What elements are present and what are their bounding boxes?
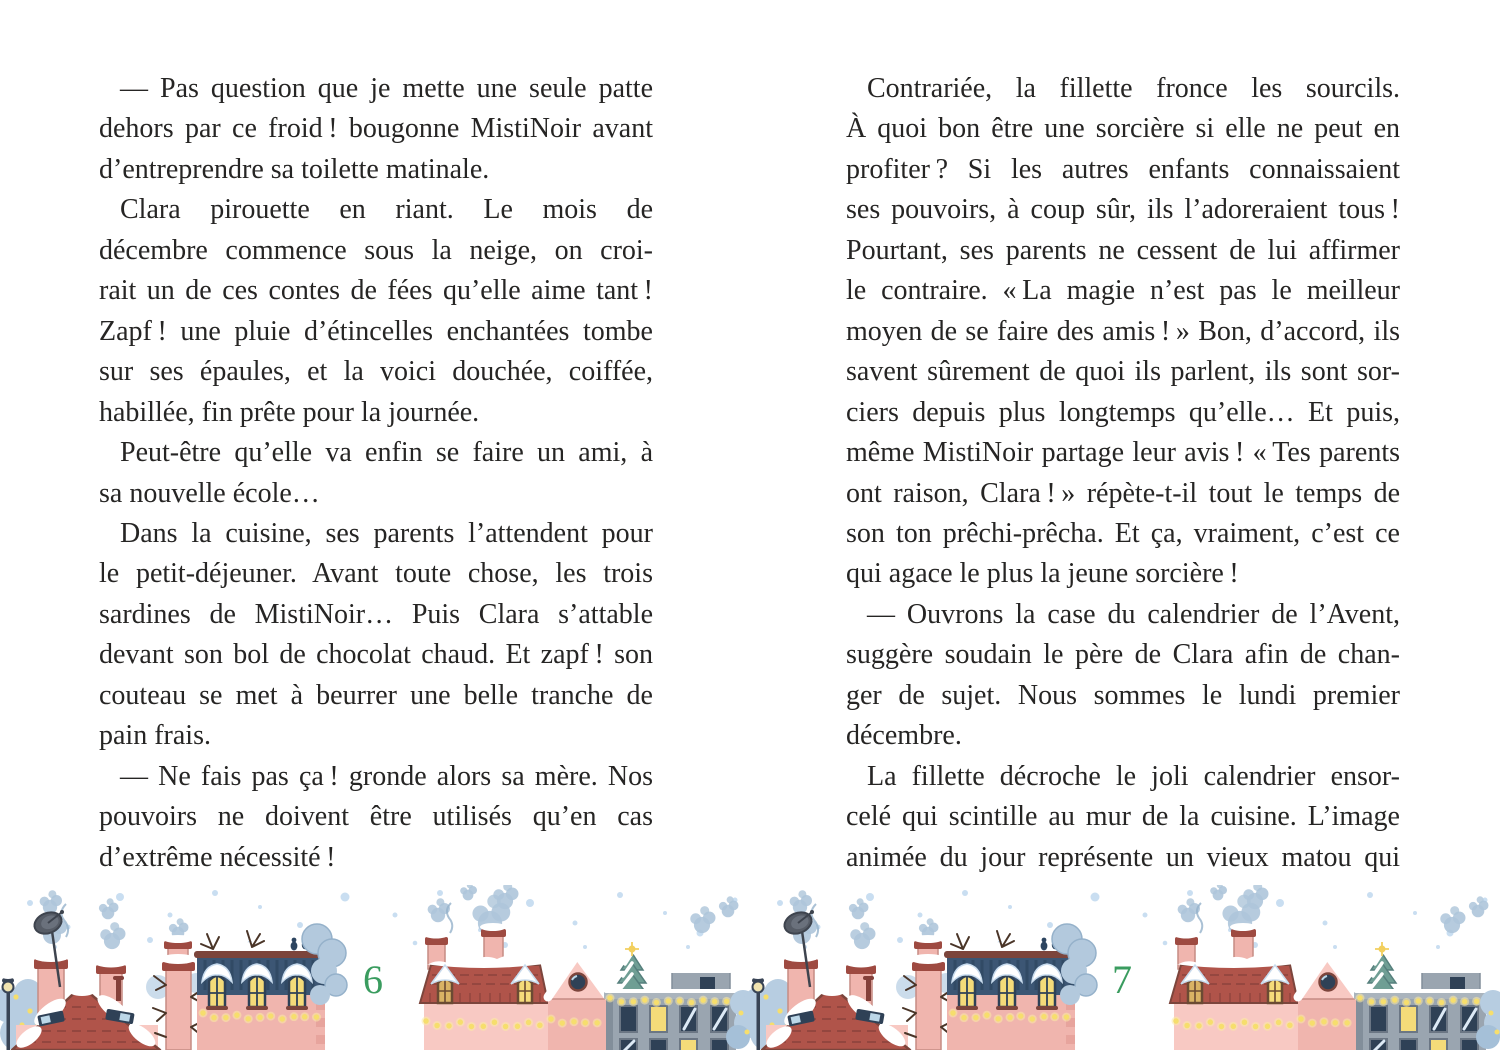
text-line: Contrariée, la fillette fronce les sourcils. (867, 73, 1400, 104)
paragraph (846, 595, 1400, 757)
text-line: Zapf ! une pluie d’étincelles enchantées tombe (99, 315, 653, 347)
text-line: ger de sujet. Nous sommes le lundi premier (846, 679, 1400, 711)
text-line: ont raison, Clara ! » répète-t-il tout le temps de (846, 477, 1400, 509)
text-line: d’entreprendre sa toilette matinale. (99, 153, 490, 185)
text-line: couteau se met à beurrer une belle tranche de (99, 679, 653, 711)
paragraph (99, 433, 653, 514)
text-line: À quoi bon être une sorcière si elle ne peut en (846, 113, 1400, 145)
text-line: Dans la cuisine, ses parents l’attendent pour (120, 517, 653, 549)
text-line: La fillette décroche le joli calendrier ensor- (867, 760, 1400, 792)
text-line: sardines de MistiNoir… Puis Clara s’attable (99, 598, 653, 630)
paragraph (99, 190, 653, 433)
text-line: le petit-déjeuner. Avant toute chose, les trois (99, 558, 653, 590)
text-line: savent sûrement de quoi ils parlent, ils sont sor- (846, 356, 1400, 388)
text-line: moyen de se faire des amis ! » Bon, d’accord, ils (846, 315, 1400, 347)
paragraph (846, 69, 1400, 595)
text-line: son ton prêchi-prêcha. Et ça, vraiment, c’est ce (846, 517, 1400, 549)
paragraph (99, 514, 653, 757)
text-line: Pourtant, ses parents ne cessent de lui affirmer (846, 234, 1400, 266)
right-page-text (846, 69, 1400, 878)
paragraph (846, 757, 1400, 878)
text-line: qui agace le plus la jeune sorcière ! (846, 558, 1239, 590)
text-line: pouvoirs ne doivent être utilisés qu’en cas (99, 801, 653, 833)
text-line: celé qui scintille au mur de la cuisine. L’image (846, 801, 1400, 833)
page-number-left: 6 (363, 957, 383, 1002)
text-line: même MistiNoir partage leur avis ! « Tes parents (846, 437, 1400, 469)
text-line: profiter ? Si les autres enfants connaissaient (846, 153, 1400, 185)
text-line: habillée, fin prête pour la journée. (99, 396, 480, 428)
paragraph (99, 757, 653, 878)
text-line: — Ouvrons la case du calendrier de l’Avent, (867, 598, 1400, 630)
rooftops-illustration (0, 885, 1500, 1050)
text-line: sur ses épaules, et la voici douchée, coiffée, (99, 356, 653, 388)
text-line: décembre commence sous la neige, on croi- (99, 234, 653, 266)
text-line: pain frais. (99, 720, 211, 752)
rooftops-left-page (0, 885, 764, 1050)
rooftops-right-page (742, 885, 1500, 1050)
text-line: Clara pirouette en riant. Le mois de (120, 194, 653, 226)
text-line: animée du jour représente un vieux matou qui (846, 841, 1400, 873)
page-number-right: 7 (1112, 957, 1132, 1002)
text-line: ses pouvoirs, à coup sûr, ils l’adoreraient tous ! (846, 194, 1400, 226)
text-line: — Pas question que je mette une seule patte (120, 73, 653, 104)
text-line: décembre. (846, 720, 962, 752)
text-line: rait un de ces contes de fées qu’elle aime tant ! (99, 275, 653, 307)
text-line: le contraire. « La magie n’est pas le meilleur (846, 275, 1400, 307)
text-line: sa nouvelle école… (99, 477, 320, 509)
text-line: ciers depuis plus longtemps qu’elle… Et puis, (846, 396, 1400, 428)
text-line: d’extrême nécessité ! (99, 841, 336, 873)
text-line: — Ne fais pas ça ! gronde alors sa mère. Nos (120, 760, 653, 792)
text-line: suggère soudain le père de Clara afin de chan- (846, 639, 1400, 671)
left-page-text (99, 69, 653, 878)
paragraph (99, 69, 653, 190)
text-line: Peut-être qu’elle va enfin se faire un ami, à (120, 437, 653, 469)
text-line: devant son bol de chocolat chaud. Et zapf ! son (99, 639, 653, 671)
text-line: dehors par ce froid ! bougonne MistiNoir avant (99, 113, 653, 145)
